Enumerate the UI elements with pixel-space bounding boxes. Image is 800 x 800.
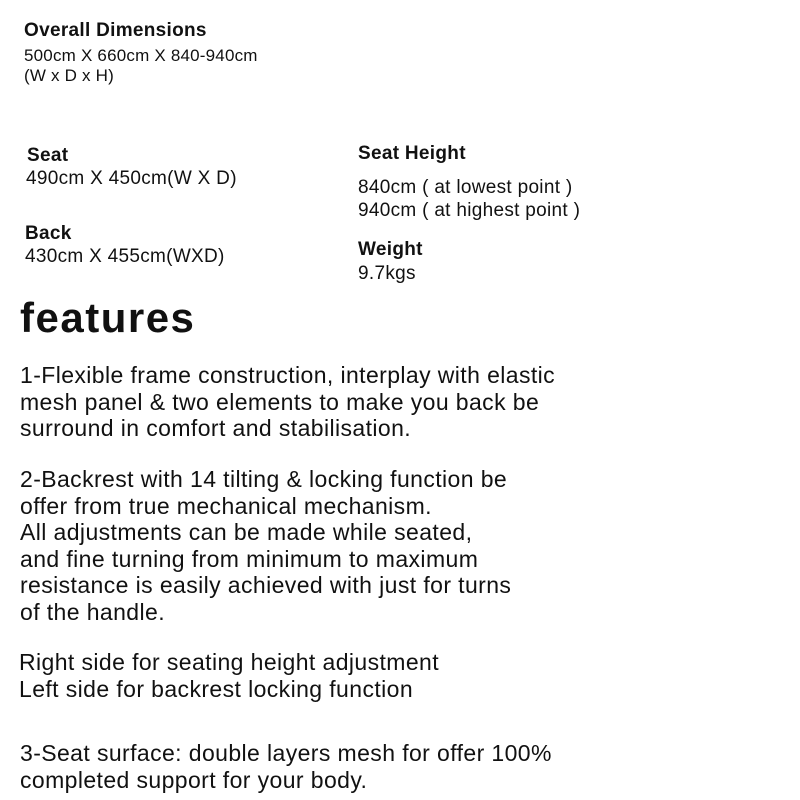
seat-height-lowest: 840cm ( at lowest point ) (358, 177, 573, 198)
feature-1-line: 1-Flexible frame construction, interplay with elastic (20, 362, 556, 388)
handle-sides (19, 649, 439, 702)
overall-dimensions-units: (W x D x H) (24, 66, 115, 85)
seat-heading: Seat (27, 145, 69, 166)
feature-3 (20, 740, 552, 793)
seat-height-heading: Seat Height (358, 143, 466, 164)
feature-3-line: 3-Seat surface: double layers mesh for offer 100% (20, 740, 552, 766)
back-value: 430cm X 455cm(WXD) (25, 246, 225, 267)
seat-height-highest: 940cm ( at highest point ) (358, 200, 581, 221)
feature-2-line: offer from true mechanical mechanism. (20, 492, 432, 519)
weight-heading: Weight (358, 239, 423, 260)
right-side-note: Right side for seating height adjustment (19, 649, 440, 675)
feature-1 (20, 362, 555, 442)
feature-2-line: and fine turning from minimum to maximum (20, 545, 479, 572)
feature-2 (20, 466, 511, 625)
feature-2-line: 2-Backrest with 14 tilting & locking function be (20, 466, 508, 492)
back-heading: Back (25, 223, 72, 244)
feature-3-line: completed support for your body. (20, 766, 368, 793)
left-side-note: Left side for backrest locking function (19, 675, 414, 702)
feature-1-line: surround in comfort and stabilisation. (20, 415, 412, 441)
overall-dimensions-heading: Overall Dimensions (24, 20, 207, 41)
overall-dimensions-value: 500cm X 660cm X 840-940cm (24, 46, 258, 65)
weight-value: 9.7kgs (358, 263, 416, 284)
feature-2-line: of the handle. (20, 598, 165, 625)
feature-2-line: All adjustments can be made while seated, (20, 519, 473, 545)
seat-value: 490cm X 450cm(W X D) (26, 168, 237, 189)
features-heading: features (20, 294, 196, 341)
feature-1-line: mesh panel & two elements to make you back be (20, 388, 540, 415)
feature-2-line: resistance is easily achieved with just for turns (20, 572, 512, 598)
